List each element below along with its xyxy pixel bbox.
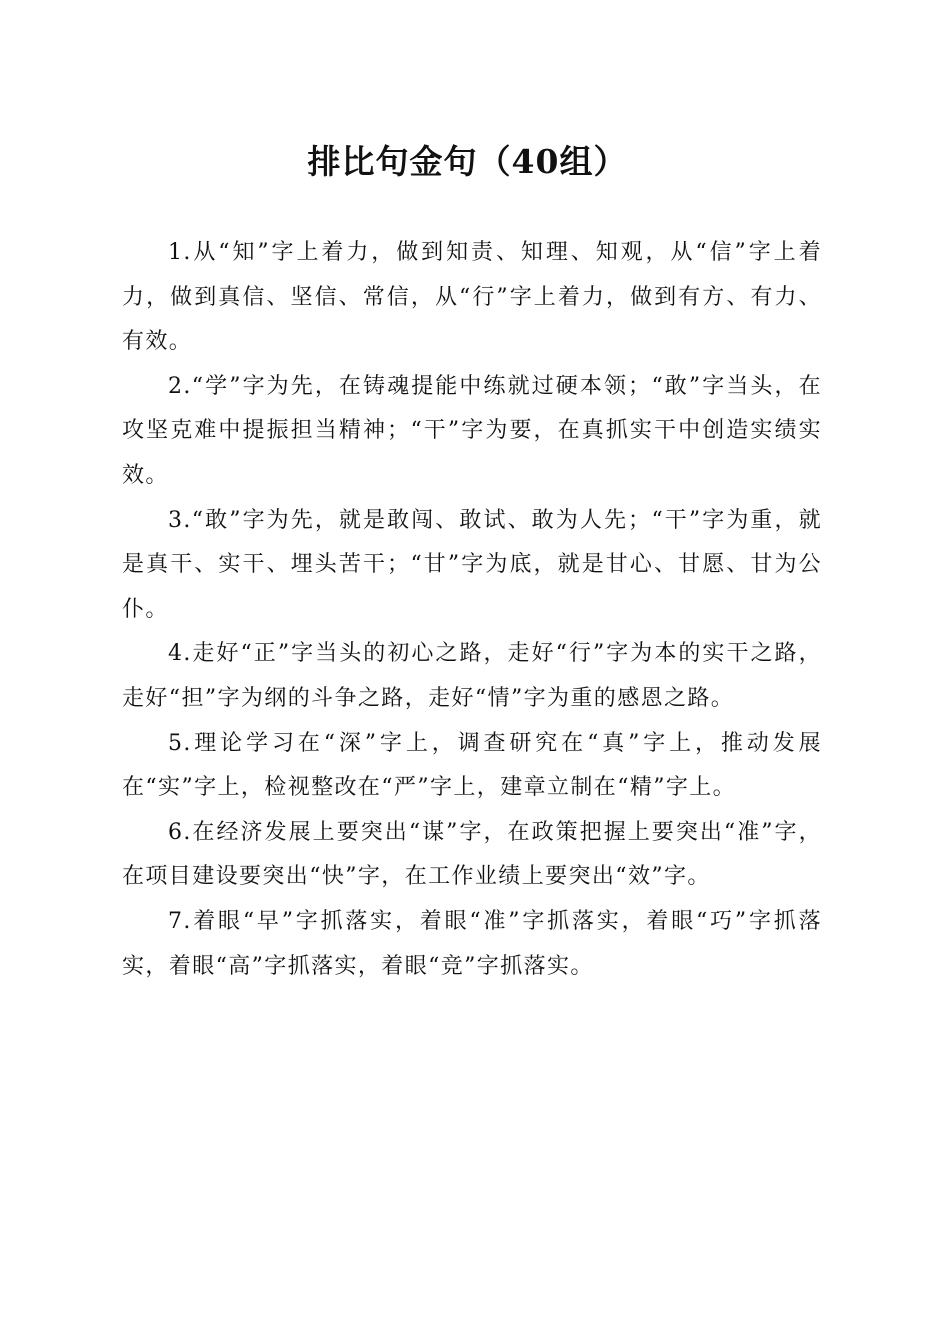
document-body [122,231,822,989]
paragraph-2: 2.“学”字为先，在铸魂提能中练就过硬本领；“敢”字当头，在攻坚克难中提振担当精神；“干”字为要，在真抓实干中创造实绩实效。 [122,373,822,488]
paragraph-1: 1.从“知”字上着力，做到知责、知理、知观，从“信”字上着力，做到真信、坚信、常信，从“行”字上着力，做到有方、有力、有效。 [122,240,822,355]
paragraph-6: 6.在经济发展上要突出“谋”字，在政策把握上要突出“准”字，在项目建设要突出“快”字，在工作业绩上要突出“效”字。 [122,819,822,890]
paragraph-5: 5.理论学习在“深”字上，调查研究在“真”字上，推动发展在“实”字上，检视整改在“严”字上，建章立制在“精”字上。 [122,730,822,801]
paragraph-7: 7.着眼“早”字抓落实，着眼“准”字抓落实，着眼“巧”字抓落实，着眼“高”字抓落实，着眼“竞”字抓落实。 [122,908,822,979]
document-title: 排比句金句（40组） [307,142,628,181]
paragraph-3: 3.“敢”字为先，就是敢闯、敢试、敢为人先；“干”字为重，就是真干、实干、埋头苦干；“甘”字为底，就是甘心、甘愿、甘为公仆。 [122,507,822,622]
paragraph-4: 4.走好“正”字当头的初心之路，走好“行”字为本的实干之路，走好“担”字为纲的斗争之路，走好“情”字为重的感恩之路。 [122,641,822,711]
